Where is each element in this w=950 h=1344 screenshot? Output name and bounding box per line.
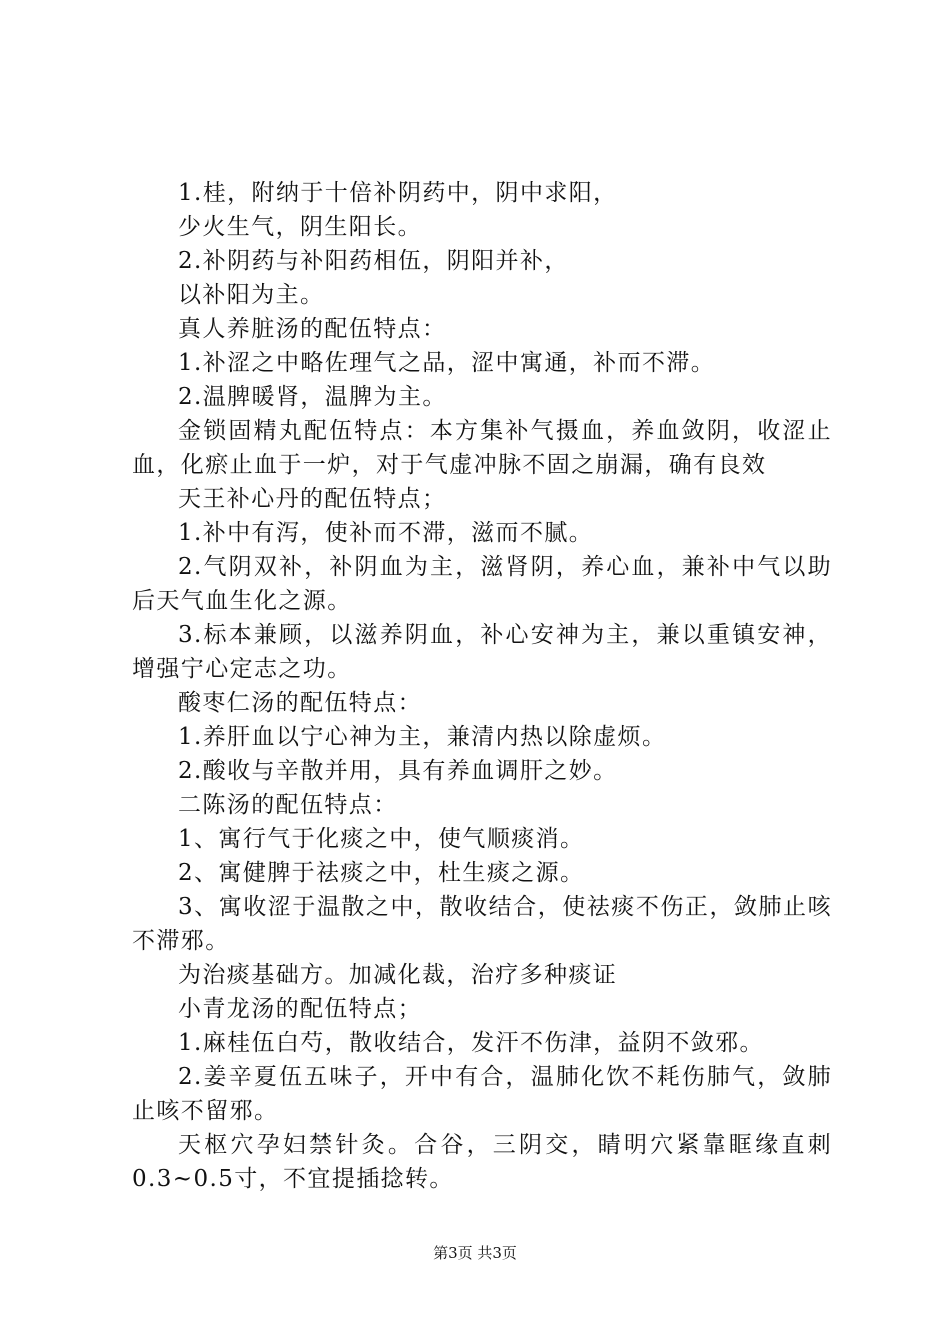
paragraph-5: 真人养脏汤的配伍特点： — [178, 316, 447, 342]
paragraph-13: 酸枣仁汤的配伍特点： — [178, 690, 422, 716]
document-body — [132, 176, 832, 1196]
paragraph-15: 2.酸收与辛散并用，具有养血调肝之妙。 — [178, 758, 618, 784]
paragraph-22: 1.麻桂伍白芍，散收结合，发汗不伤津，益阴不敛邪。 — [178, 1030, 764, 1056]
paragraph-21: 小青龙汤的配伍特点； — [178, 996, 422, 1022]
paragraph-3: 2.补阴药与补阳药相伍，阴阳并补， — [178, 248, 569, 274]
page-number-label: 第3页 共3页 — [433, 1244, 517, 1262]
page-footer — [0, 1243, 950, 1263]
paragraph-20: 为治痰基础方。加减化裁，治疗多种痰证 — [178, 962, 618, 988]
paragraph-17: 1、寓行气于化痰之中，使气顺痰消。 — [178, 826, 585, 852]
paragraph-4: 以补阳为主。 — [178, 282, 325, 308]
paragraph-9: 天王补心丹的配伍特点； — [178, 486, 447, 512]
paragraph-10: 1.补中有泻，使补而不滞，滋而不腻。 — [178, 520, 594, 546]
paragraph-14: 1.养肝血以宁心神为主，兼清内热以除虚烦。 — [178, 724, 667, 750]
paragraph-12: 3.标本兼顾，以滋养阴血，补心安神为主，兼以重镇安神，增强宁心定志之功。 — [132, 622, 832, 682]
paragraph-2: 少火生气，阴生阳长。 — [178, 214, 422, 240]
paragraph-18: 2、寓健脾于祛痰之中，杜生痰之源。 — [178, 860, 585, 886]
paragraph-6: 1.补涩之中略佐理气之品，涩中寓通，补而不滞。 — [178, 350, 716, 376]
paragraph-19: 3、寓收涩于温散之中，散收结合，使祛痰不伤正，敛肺止咳不滞邪。 — [132, 894, 832, 954]
paragraph-24: 天枢穴孕妇禁针灸。合谷，三阴交，睛明穴紧靠眶缘直刺0.3~0.5寸，不宜提插捻转。 — [132, 1132, 832, 1192]
paragraph-23: 2.姜辛夏伍五味子，开中有合，温肺化饮不耗伤肺气，敛肺止咳不留邪。 — [132, 1064, 832, 1124]
paragraph-16: 二陈汤的配伍特点： — [178, 792, 398, 818]
paragraph-7: 2.温脾暖肾，温脾为主。 — [178, 384, 447, 410]
paragraph-11: 2.气阴双补，补阴血为主，滋肾阴，养心血，兼补中气以助后天气血生化之源。 — [132, 554, 832, 614]
paragraph-8: 金锁固精丸配伍特点：本方集补气摄血，养血敛阴，收涩止血，化瘀止血于一炉，对于气虚冲脉不固之崩漏，确有良效 — [132, 418, 832, 478]
paragraph-1: 1.桂，附纳于十倍补阴药中，阴中求阳， — [178, 180, 618, 206]
